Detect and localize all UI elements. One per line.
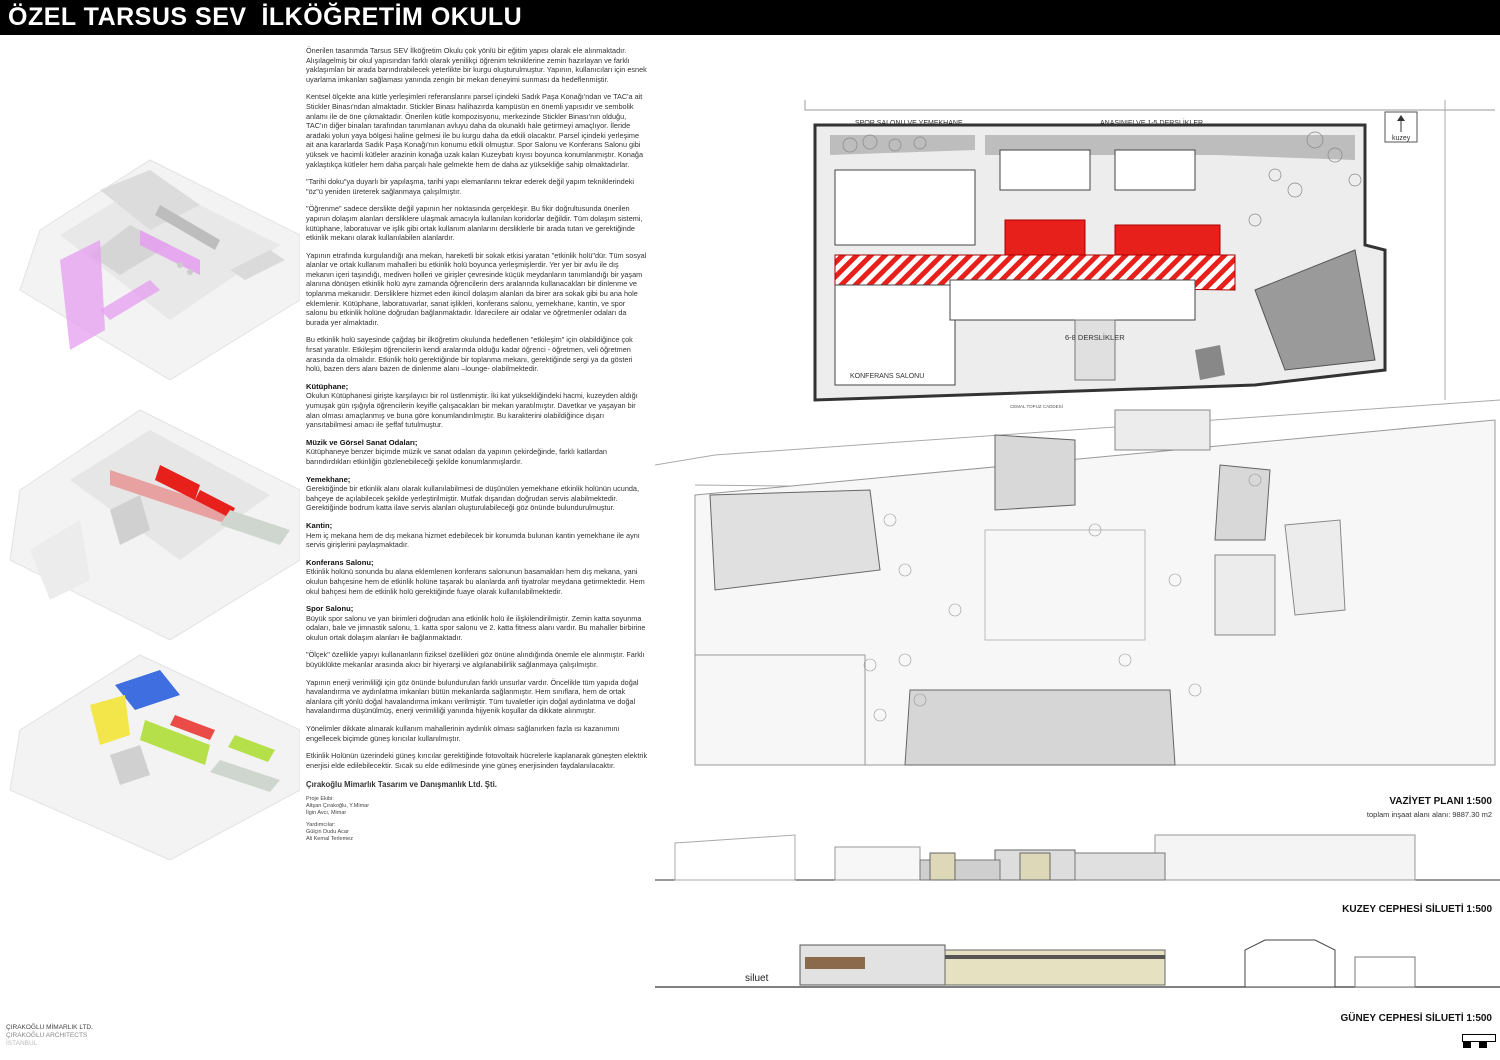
section-heading: Spor Salonu; [306, 604, 354, 614]
plan-label-68: 6-8 DERSLİKLER [1065, 333, 1125, 342]
credits-title: Yardımcılar: [306, 822, 336, 828]
credit-line: Ali Kemal Terlemez [306, 836, 353, 842]
area-caption: toplam inşaat alanı alanı: 9887.30 m2 [1366, 810, 1492, 819]
description-text [306, 46, 648, 843]
credit-line: İlgin Avcı, Mimar [306, 810, 347, 816]
section-heading: Müzik ve Görsel Sanat Odaları; [306, 437, 418, 447]
paragraph: Etkinlik holünü sonunda bu alana eklemlenen konferans salonunun basamakları hem dış mekana, yani okulun bahçesine hem de etkinlik holüne taşarak bu alanlarda anfi tiyatrolar meydana getirmektedir. Hem okul bahçesi hem de etkinlik holü gerektiğinde fuaye olarak kullanılabilmektedir. [306, 567, 645, 596]
paragraph: Büyük spor salonu ve yan birimleri doğrudan ana etkinlik holü ile ilişkilendirilmiştir. Zemin katta soyunma odaları, bale ve jimnastik salonu, 1. katta spor salonu ve 2. katta fitness alanı vardır. Bu mahaller birbirine okulun ortak dolaşım alanları ile bağlanmaktadır. [306, 613, 646, 642]
paragraph: Hem iç mekana hem de dış mekana hizmet edebilecek bir konumda bulunan kantin yemekhane ile aynı servis girişlerini paylaşmaktadır. [306, 530, 640, 550]
axonometric-view-2 [0, 400, 300, 640]
paragraph: Bu etkinlik holü sayesinde çağdaş bir ilköğretim okulunda hedeflenen "etkileşim" için olabildiğince çok fırsat yaratılır. Etkileşim öğrencilerin kendi aralarında olduğu kadar öğrenci - öğretmen, veli öğretmen arasında da olmalıdır. Etkinlik holü gerektiğinde bir toplanma mekanı, gerektiğinde sergi ya da gösteri holü, bazen ders alanı bazen de dinlenme alanı –lounge- olabilmektedir. [306, 335, 633, 374]
paragraph: "Öğrenme" sadece derslikte değil yapının her noktasında gerçekleşir. Bu fikir doğrultusunda önerilen yapının dolaşım alanları dersliklere ulaşmak amacıyla kullanılan koridorlar değildir. Tüm dolaşım sistemi, kütüphane, laboratuvar ve işlik gibi ortak kullanım alanlarını dersliklerle bir arada tutan ve gerektiğinde etkinlik mekanı olarak kullanılabilen alanlardır. [306, 204, 643, 243]
north-elevation-caption: KUZEY CEPHESİ SİLUETİ 1:500 [1342, 904, 1492, 915]
axonometric-view-3 [0, 650, 300, 860]
axonometric-view-1 [0, 150, 300, 380]
office-city: İSTANBUL [6, 1040, 38, 1047]
title-bar [0, 0, 1500, 35]
site-plan [655, 100, 1500, 785]
north-label: kuzey [1392, 135, 1411, 142]
plan-label-spor: SPOR SALONU VE YEMEKHANE [855, 120, 963, 127]
paragraph: Önerilen tasarımda Tarsus SEV İlköğretim Okulu çok yönlü bir eğitim yapısı olarak ele alınmaktadır. Alışılagelmiş bir okul yapısından farklı olarak yenilikçi öğrenim tekniklerine zemin hazırlayan ve farklı yaklaşımları bir arada barındırabilecek yeterlikte bir kurgu oluşturulmuştur. Yapının, kullanıcıları için esnek uyarlama imkanları sağlaması yanında zengin bir mekan deneyimi sunması da hedeflenmiştir. [306, 46, 647, 84]
paragraph: "Ölçek" özellikle yapıyı kullananların fiziksel özellikleri göz önüne alındığında önemle ele alınmıştır. Farklı büyüklükte mekanlar arasında akıcı bir hiyerarşi ve algılanabilirlik sağlanmaya çalışılmıştır. [306, 650, 645, 670]
credit-line: Altşan Çırakoğlu, Y.Mimar [306, 803, 370, 809]
paragraph: Okulun Kütüphanesi girişte karşılayıcı bir rol üstlenmiştir. İki kat yüksekliğindeki hacmi, kuzeyden aldığı yumuşak gün ışığıyla öğrencilerin keyifle çalışacakları bir mekan yaratılmıştır. Davetkar ve yaşayan bir alan olması amaçlanmış ve buna göre konumlandırılmıştır. Bu karakterini olabildiğince dışarı yansıtabilmesi amacı ile şeffaf tutulmuştur. [306, 391, 638, 430]
office-name-en: ÇIRAKOĞLU ARCHITECTS [6, 1032, 88, 1039]
paragraph: Etkinlik Holünün üzerindeki güneş kırıcılar gerektiğinde fotovoltaik hücrelerle kaplanarak güneşten elektrik enerjisi elde edilebilecektir. Sıcak su elde edilmesinde yine güneş enerjisinden faydalanılacaktır. [306, 751, 648, 770]
section-heading: Kütüphane; [306, 381, 349, 391]
section-heading: Yemekhane; [306, 474, 351, 484]
section-heading: Kantin; [306, 520, 333, 530]
plan-label-konferans: KONFERANS SALONU [850, 373, 925, 380]
paragraph: Yapının enerji verimliliği için göz önünde bulundurulan farklı unsurlar vardır. Öncelikle tüm yapıda doğal havalandırma ve aydınlatma imkanları bütün mekanlarda sağlanmıştır. Hem sınıflara, hem de ortak alanlara çift yönlü doğal havalandırma imkanı verilmiştir. Tüm tuvaletler için doğal aydınlatma ve doğal havalandırma düşünülmüş, enerji verimliliği yanında hijyenik koşullar da dikkate alınmıştır. [306, 677, 639, 716]
plan-label-anasinifi: ANASINIFI VE 1-5 DERSLİKLER [1100, 120, 1204, 127]
office-footer [6, 1024, 93, 1048]
site-plan-caption: VAZİYET PLANI 1:500 [1389, 796, 1492, 807]
firm-name: Çırakoğlu Mimarlık Tasarım ve Danışmanlık Ltd. Şti. [306, 780, 497, 790]
north-elevation [655, 825, 1500, 895]
credit-line: Gülçin Dudu Acar [306, 829, 349, 835]
paragraph: Gerektiğinde bir etkinlik alanı olarak kullanılabilmesi de düşünülen yemekhane etkinlik holünün ucunda, bahçeye de açılabilecek şekilde yerleştirilmiştir. Mutfak dışarıdan doğrudan servis alabilmektedir. Gerektiğinde bodrum katta ilave servis alanları oluşturulabileceği göz önünde bulundurulmuştur. [306, 484, 640, 513]
paragraph: Yönelimler dikkate alınarak kullanım mahallerinin aydınlık olması sağlanırken fazla ısı kazanımını engellecek biçimde güneş kırıcılar kullanılmıştır. [306, 724, 620, 743]
paragraph: Yapının etrafında kurgulandığı ana mekan, hareketli bir sokak etkisi yaratan "etkinlik holü"dür. Tüm sosyal alanlar ve ortak kullanım mahalleri bu etkinlik holü boyunca yerleşmişlerdir. Yer yer bir avlu ile dış mekanın içeri taşındığı, mediven holleri ve girişler çevresinde küçük meydanların tanımlandığı bir yaşam alanına dönüşen etkinlik holü aynı zamanda öğrencilerin ders aralarında kullanacakları bir dinlenme ve toplanma mekanıdır. Dersliklere hizmet eden ikincil dolaşım alanları da birer ara sokak gibi bu ana hole eklemlenir. Kütüphane, laboratuvarlar, sanat işlikleri, konferans salonu, yemekhane, kantin, ve spor salonu bu etkinlik holüne doğrudan bağlanmaktadır. İdarecilere air odalar ve öğretmenler odaları da burada yer almaktadır. [306, 250, 647, 327]
silhouette-label: siluet [745, 973, 769, 984]
office-name: ÇIRAKOĞLU MİMARLIK LTD. [6, 1024, 93, 1031]
scale-bar [1462, 1034, 1496, 1042]
paragraph: Kütüphaneye benzer biçimde müzik ve sanat odaları da yapının çekirdeğinde, farklı katlardan barındırdıkları etkinliğin gözlenebileceği şekilde konumlanmışlardır. [306, 447, 607, 466]
credits-title: Proje Ekibi: [306, 796, 334, 802]
paragraph: Kentsel ölçekte ana kütle yerleşimleri referanslarını parsel içindeki Sadık Paşa Konağı'ndan ve TAC'a ait Stickler Binası'ndan almaktadır. Stickler Binası halihazırda kampüsün en önemli yapısıdır ve sembolik anlamı ile de öne çıkmaktadır. Önerilen kütle kompozisyonu, merkezinde Stickler Binası'nın olduğu, TAC'ın diğer binaları tarafından tanımlanan avluyu daha da okunaklı hale getirmeyi amaçlıyor. İleride aradaki yolun yaya bölgesi haline gelmesi ile bu kurgu daha da etkili olacaktır. Parsel içindeki yerleşime ait ana kararlarda Sadık Paşa Konağı'nın konumu etkili olmuştur. Spor Salonu ve Konferans Salonu gibi yüksek ve hacimli kütleler arazinin konağa uzak kalan Kuzeybatı kıyısı boyunca konumlanmıştır. Konağa yaklaştıkça kütleler hem daha parçalı hale gelmekte hem de daha az yüksekliğe sahip olmaktadırlar. [306, 92, 644, 169]
south-elevation [655, 935, 1500, 1005]
page-title: ÖZEL TARSUS SEV İLKÖĞRETİM OKULU [8, 3, 523, 31]
paragraph: "Tarihi doku"ya duyarlı bir yapılaşma, tarihi yapı elemanlarını tekrar ederek değil yapım tekniklerindeki "öz"ü yeniden üreterek sağlanmaya çalışılmıştır. [306, 177, 635, 196]
credits [306, 796, 648, 843]
plan-label-road: CEMAL TOPUZ CADDESİ [1010, 404, 1063, 409]
section-heading: Konferans Salonu; [306, 557, 374, 567]
south-elevation-caption: GÜNEY CEPHESİ SİLUETİ 1:500 [1340, 1013, 1492, 1024]
